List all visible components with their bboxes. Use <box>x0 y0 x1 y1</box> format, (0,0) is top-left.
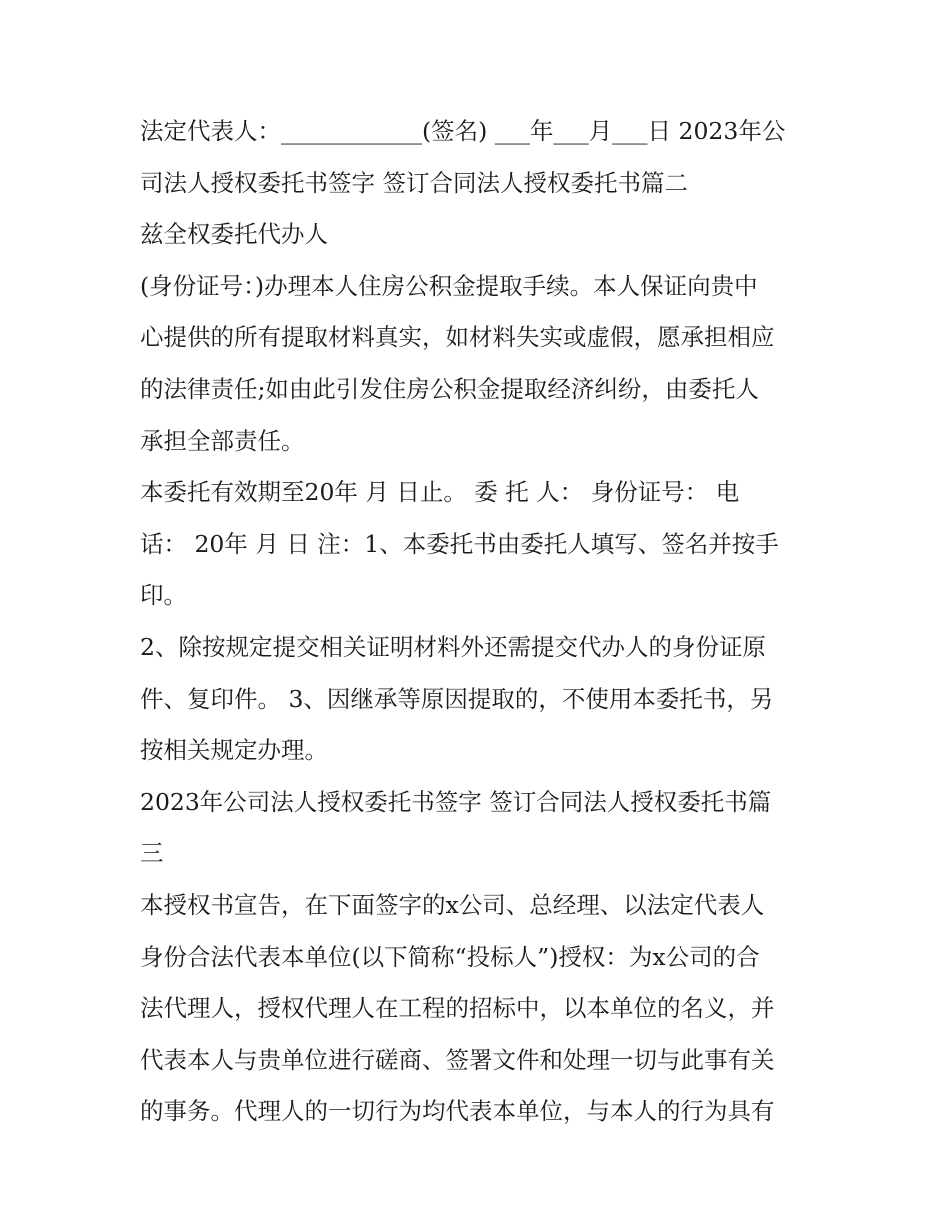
document-body <box>140 106 820 1138</box>
text-line: 件、复印件。 3、因继承等原因提取的，不使用本委托书，另 <box>140 684 774 713</box>
text-line: 法定代表人：____________(签名) ___年___月___日 2023年公 <box>140 117 786 145</box>
text-line: 话： 20年 月 日 注：1、本委托书由委托人填写、签名并按手 <box>140 529 779 558</box>
text-line: 的事务。代理人的一切行为均代表本单位，与本人的行为具有 <box>140 1097 775 1126</box>
text-line: 心提供的所有提取材料真实，如材料失实或虚假，愿承担相应 <box>140 323 775 352</box>
text-line: 按相关规定办理。 <box>140 736 328 765</box>
text-line: 本授权书宣告，在下面签字的x公司、总经理、以法定代表人 <box>140 890 765 919</box>
text-line: (身份证号：)办理本人住房公积金提取手续。本人保证向贵中 <box>140 271 758 300</box>
text-line: 2023年公司法人授权委托书签字 签订合同法人授权委托书篇 <box>140 787 772 816</box>
text-line: 司法人授权委托书签字 签订合同法人授权委托书篇二 <box>140 168 688 197</box>
text-line: 承担全部责任。 <box>140 426 305 455</box>
text-line: 身份合法代表本单位(以下简称“投标人”)授权：为x公司的合 <box>140 942 760 971</box>
text-line: 的法律责任;如由此引发住房公积金提取经济纠纷，由委托人 <box>140 374 759 403</box>
text-line: 兹全权委托代办人 <box>140 220 328 249</box>
text-line: 法代理人，授权代理人在工程的招标中，以本单位的名义，并 <box>140 994 775 1023</box>
text-line: 本委托有效期至20年 月 日止。 委 托 人： 身份证号： 电 <box>140 478 740 507</box>
text-line: 印。 <box>140 581 187 610</box>
text-line: 三 <box>140 839 164 868</box>
text-line: 2、除按规定提交相关证明材料外还需提交代办人的身份证原 <box>140 632 766 661</box>
text-line: 代表本人与贵单位进行磋商、签署文件和处理一切与此事有关 <box>140 1045 775 1074</box>
